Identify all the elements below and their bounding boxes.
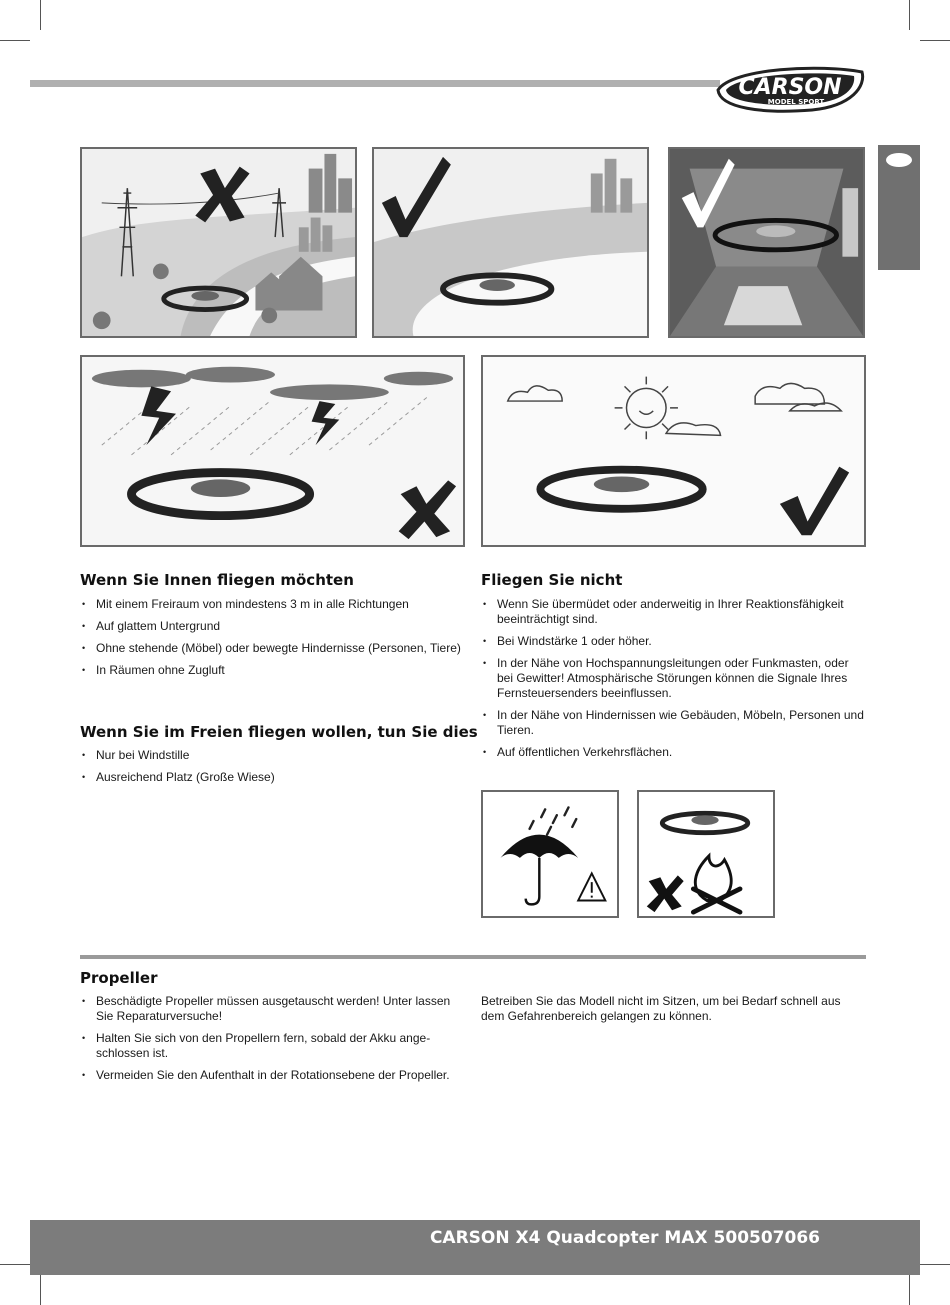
crop-mark — [0, 40, 30, 41]
carson-logo — [712, 62, 868, 116]
illustration-meadow — [372, 147, 649, 338]
logo-sub-text: MODEL SPORT — [767, 98, 825, 106]
list-propeller — [80, 994, 465, 1090]
heading-outdoor: Wenn Sie im Freien fliegen wollen, tun Sie dies — [80, 723, 478, 741]
logo-main-text: CARSON — [738, 75, 842, 100]
crop-mark — [909, 0, 910, 30]
list-item: • Wenn Sie übermüdet oder anderweitig in Ihrer Reaktionsfähigkeit beeinträchtigt sind. — [481, 597, 866, 627]
list-outdoor — [80, 748, 465, 792]
illustration-sunny — [481, 355, 866, 547]
language-tab-dot — [886, 153, 912, 167]
list-item: • Ohne stehende (Möbel) oder bewegte Hindernisse (Personen, Tiere) — [80, 641, 465, 656]
crop-mark — [909, 1275, 910, 1305]
list-item: • Bei Windstärke 1 oder höher. — [481, 634, 866, 649]
list-item: • Ausreichend Platz (Große Wiese) — [80, 770, 465, 785]
footer-title: CARSON X4 Quadcopter MAX 500507066 — [429, 1228, 820, 1248]
illustration-rain-warning — [481, 790, 619, 918]
footer-bar — [30, 1220, 920, 1275]
list-dont-fly — [481, 597, 866, 767]
crop-mark — [40, 1275, 41, 1305]
heading-dont-fly: Fliegen Sie nicht — [481, 571, 623, 589]
heading-propeller: Propeller — [80, 969, 158, 987]
list-item: • Beschädigte Propeller müssen ausgetauscht werden! Unter lassen Sie Reparaturversuche! — [80, 994, 465, 1024]
crop-mark — [920, 40, 950, 41]
illustration-city-powerlines — [80, 147, 357, 338]
propeller-note: Betreiben Sie das Modell nicht im Sitzen, um bei Bedarf schnell aus dem Gefahrenbereich gelangen zu können. — [481, 994, 841, 1023]
crop-mark — [920, 1264, 950, 1265]
section-divider — [80, 955, 866, 959]
heading-indoor: Wenn Sie Innen fliegen möchten — [80, 571, 354, 589]
language-tab — [878, 145, 920, 270]
list-item: • Vermeiden Sie den Aufenthalt in der Rotationsebene der Propeller. — [80, 1068, 465, 1083]
list-item: • Mit einem Freiraum von mindestens 3 m in alle Richtungen — [80, 597, 465, 612]
list-item: • In der Nähe von Hindernissen wie Gebäuden, Möbeln, Personen und Tieren. — [481, 708, 866, 738]
list-item: • In Räumen ohne Zugluft — [80, 663, 465, 678]
crop-mark — [40, 0, 41, 30]
list-item: • In der Nähe von Hochspannungsleitungen oder Funkmasten, oder bei Gewitter! Atmosphärische Störungen können die Signale Ihres Fernsteuersenders beeinflussen. — [481, 656, 866, 701]
crop-mark — [0, 1264, 30, 1265]
header-rule — [30, 80, 720, 87]
list-item: • Nur bei Windstille — [80, 748, 465, 763]
illustration-indoor-room — [668, 147, 865, 338]
list-item: • Halten Sie sich von den Propellern fern, sobald der Akku ange-schlossen ist. — [80, 1031, 465, 1061]
list-indoor — [80, 597, 465, 685]
illustration-storm — [80, 355, 465, 547]
list-item: • Auf öffentlichen Verkehrsflächen. — [481, 745, 866, 760]
illustration-no-fire — [637, 790, 775, 918]
list-item: • Auf glattem Untergrund — [80, 619, 465, 634]
